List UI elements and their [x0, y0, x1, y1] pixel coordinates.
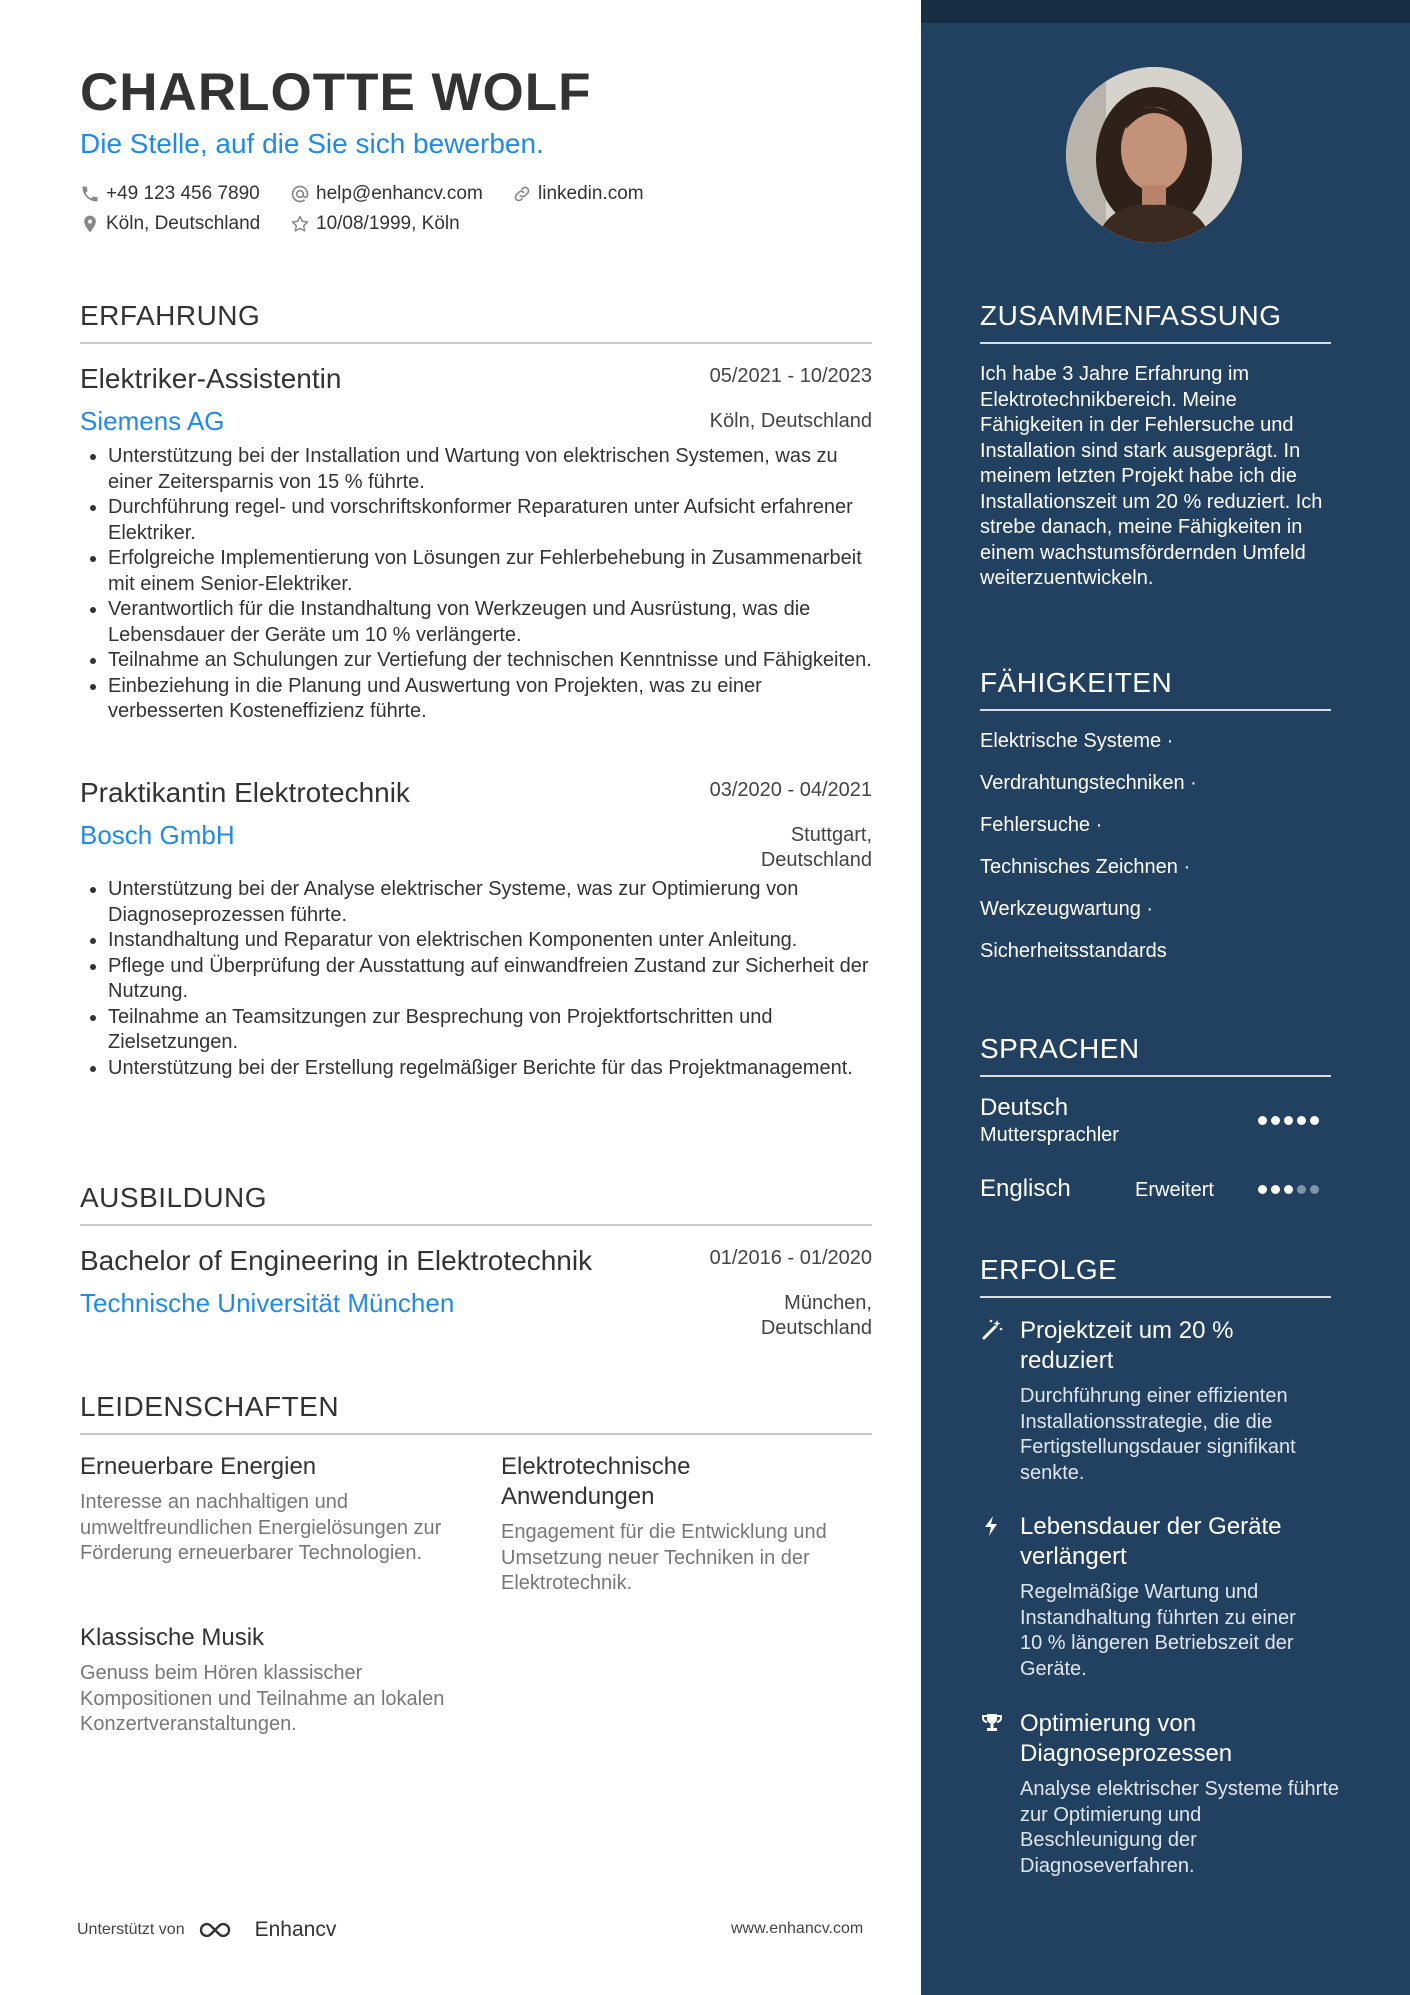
- powered-by-label: Unterstützt von: [77, 1921, 185, 1938]
- trophy-icon: [980, 1711, 1004, 1740]
- star-icon: [290, 214, 310, 234]
- link-icon: [512, 184, 532, 204]
- languages-heading: SPRACHEN: [980, 1033, 1331, 1077]
- skills-heading: FÄHIGKEITEN: [980, 667, 1331, 711]
- bullet: • Unterstützung bei der Erstellung regelmäßiger Berichte für das Projektmanagement.: [108, 1056, 878, 1082]
- location-pin-icon: [80, 214, 100, 234]
- education-heading: AUSBILDUNG: [80, 1182, 872, 1226]
- language-name: Deutsch: [980, 1094, 1069, 1121]
- rating-dot-filled: [1284, 1185, 1293, 1194]
- skill-item: Werkzeugwartung ·: [980, 898, 1154, 920]
- rating-dot-filled: [1271, 1116, 1280, 1125]
- brand-name: Enhancv: [254, 1918, 337, 1941]
- bullet: • Unterstützung bei der Analyse elektrischer Systeme, was zur Optimierung von Diagnoseprozessen führte.: [108, 877, 878, 928]
- birth-text: 10/08/1999, Köln: [316, 213, 460, 234]
- achievements-heading: ERFOLGE: [980, 1254, 1331, 1298]
- skill-item: Elektrische Systeme ·: [980, 730, 1174, 752]
- rating-dot-filled: [1284, 1116, 1293, 1125]
- achievement-title: Optimierung von Diagnoseprozessen: [1020, 1710, 1233, 1767]
- language-rating: [1258, 1185, 1319, 1194]
- school-name[interactable]: Technische Universität München: [80, 1288, 455, 1318]
- sidebar-top-band: [921, 0, 1410, 23]
- passion-description: Interesse an nachhaltigen und umweltfreundlichen Energielösungen zur Förderung erneuerbarer Technologien.: [80, 1491, 442, 1564]
- avatar: [1066, 67, 1242, 243]
- contact-location: [80, 213, 260, 235]
- skill-label: Elektrische Systeme: [980, 730, 1162, 752]
- job-title: Praktikantin Elektrotechnik: [80, 777, 410, 808]
- bullet: • Erfolgreiche Implementierung von Lösungen zur Fehlerbehebung in Zusammenarbeit mit einem Senior-Elektriker.: [108, 546, 878, 597]
- skill-label: Werkzeugwartung: [980, 898, 1141, 920]
- rating-dot-filled: [1271, 1185, 1280, 1194]
- language-level: Erweitert: [1135, 1179, 1214, 1201]
- at-icon: [290, 184, 310, 204]
- passions-heading: LEIDENSCHAFTEN: [80, 1391, 872, 1435]
- lightning-icon: [980, 1514, 1004, 1543]
- achievement-title: Lebensdauer der Geräte verlängert: [1020, 1513, 1282, 1570]
- bullet: • Durchführung regel- und vorschriftskonformer Reparaturen unter Aufsicht erfahrener Elektriker.: [108, 495, 878, 546]
- skill-item: Verdrahtungstechniken ·: [980, 772, 1197, 794]
- bullet: • Teilnahme an Schulungen zur Vertiefung der technischen Kenntnisse und Fähigkeiten.: [108, 648, 878, 674]
- phone-icon: [80, 184, 100, 204]
- enhancv-logo-icon: [197, 1918, 243, 1942]
- bullet: • Einbeziehung in die Planung und Auswertung von Projekten, was zu einer verbesserten Kosteneffizienz führte.: [108, 674, 878, 725]
- education-location: München, Deutschland: [760, 1292, 872, 1339]
- skill-item: Technisches Zeichnen ·: [980, 856, 1191, 878]
- job-location: Köln, Deutschland: [709, 410, 872, 432]
- passion-title: Klassische Musik: [80, 1624, 265, 1651]
- skill-label: Sicherheitsstandards: [980, 940, 1167, 962]
- rating-dot-filled: [1258, 1185, 1267, 1194]
- skill-item: Fehlersuche ·: [980, 814, 1103, 836]
- achievement-description: Durchführung einer effizienten Installationsstrategie, die die Fertigstellungsdauer signifikant senkte.: [1020, 1385, 1296, 1484]
- job-dates: 05/2021 - 10/2023: [709, 365, 872, 387]
- phone-text: +49 123 456 7890: [106, 183, 260, 204]
- experience-heading: ERFAHRUNG: [80, 300, 872, 344]
- skill-item: [980, 940, 1167, 963]
- rating-dot-filled: [1297, 1116, 1306, 1125]
- language-rating: [1258, 1116, 1319, 1125]
- job-dates: 03/2020 - 04/2021: [709, 779, 872, 801]
- education-dates: 01/2016 - 01/2020: [709, 1247, 872, 1269]
- magic-wand-icon: [980, 1318, 1004, 1347]
- rating-dot-filled: [1310, 1116, 1319, 1125]
- skill-label: Fehlersuche: [980, 814, 1091, 836]
- contact-linkedin[interactable]: [512, 183, 644, 205]
- bullet: • Instandhaltung und Reparatur von elektrischen Komponenten unter Anleitung.: [108, 928, 878, 954]
- job-title-target: Die Stelle, auf die Sie sich bewerben.: [80, 128, 544, 159]
- skill-label: Verdrahtungstechniken: [980, 772, 1185, 794]
- summary-text: Ich habe 3 Jahre Erfahrung im Elektrotechnikbereich. Meine Fähigkeiten in der Fehlersuche und Installation sind stark ausgeprägt. In meinem letzten Projekt habe ich die Installationszeit um 20 % reduziert. Ich strebe danach, meine Fähigkeiten in einem wachstumsfördernden Umfeld weiterzuentwickeln.: [980, 363, 1323, 589]
- rating-dot-empty: [1310, 1185, 1319, 1194]
- linkedin-text[interactable]: linkedin.com: [538, 183, 644, 204]
- passion-title: Elektrotechnische Anwendungen: [501, 1453, 691, 1510]
- footer-website[interactable]: www.enhancv.com: [731, 1920, 864, 1937]
- degree-title: Bachelor of Engineering in Elektrotechnik: [80, 1245, 593, 1276]
- achievement-description: Analyse elektrischer Systeme führte zur Optimierung und Beschleunigung der Diagnoseverfahren.: [1020, 1778, 1340, 1877]
- footer-powered-by[interactable]: [77, 1918, 336, 1942]
- job-bullets: [80, 444, 878, 725]
- bullet: • Pflege und Überprüfung der Ausstattung auf einwandfreien Zustand zur Sicherheit der Nutzung.: [108, 954, 878, 1005]
- job-location: Stuttgart, Deutschland: [760, 824, 872, 871]
- bullet: • Unterstützung bei der Installation und Wartung von elektrischen Systemen, was zu einer Zeitersparnis von 15 % führte.: [108, 444, 878, 495]
- email-text[interactable]: help@enhancv.com: [316, 183, 483, 204]
- job-company[interactable]: Bosch GmbH: [80, 820, 235, 850]
- contact-phone: [80, 183, 260, 205]
- rating-dot-filled: [1258, 1116, 1267, 1125]
- bullet: • Teilnahme an Teamsitzungen zur Besprechung von Projektfortschritten und Zielsetzungen.: [108, 1005, 878, 1056]
- contact-email[interactable]: [290, 183, 483, 205]
- candidate-name: CHARLOTTE WOLF: [80, 63, 592, 122]
- rating-dot-empty: [1297, 1185, 1306, 1194]
- location-text: Köln, Deutschland: [106, 213, 261, 234]
- contact-birth: [290, 213, 460, 235]
- language-level: Muttersprachler: [980, 1124, 1119, 1146]
- skill-label: Technisches Zeichnen: [980, 856, 1178, 878]
- passion-description: Genuss beim Hören klassischer Kompositionen und Teilnahme an lokalen Konzertveranstaltungen.: [80, 1662, 445, 1735]
- achievement-description: Regelmäßige Wartung und Instandhaltung führten zu einer 10 % längeren Betriebszeit der Geräte.: [1020, 1581, 1296, 1680]
- bullet: • Verantwortlich für die Instandhaltung von Werkzeugen und Ausrüstung, was die Lebensdauer der Geräte um 10 % verlängerte.: [108, 597, 878, 648]
- job-title: Elektriker-Assistentin: [80, 363, 342, 394]
- passion-title: Erneuerbare Energien: [80, 1453, 317, 1480]
- job-bullets: [80, 877, 878, 1081]
- job-company[interactable]: Siemens AG: [80, 406, 225, 436]
- summary-heading: ZUSAMMENFASSUNG: [980, 300, 1331, 344]
- achievement-title: Projektzeit um 20 % reduziert: [1020, 1317, 1234, 1374]
- language-name: Englisch: [980, 1175, 1071, 1202]
- passion-description: Engagement für die Entwicklung und Umsetzung neuer Techniken in der Elektrotechnik.: [501, 1521, 827, 1594]
